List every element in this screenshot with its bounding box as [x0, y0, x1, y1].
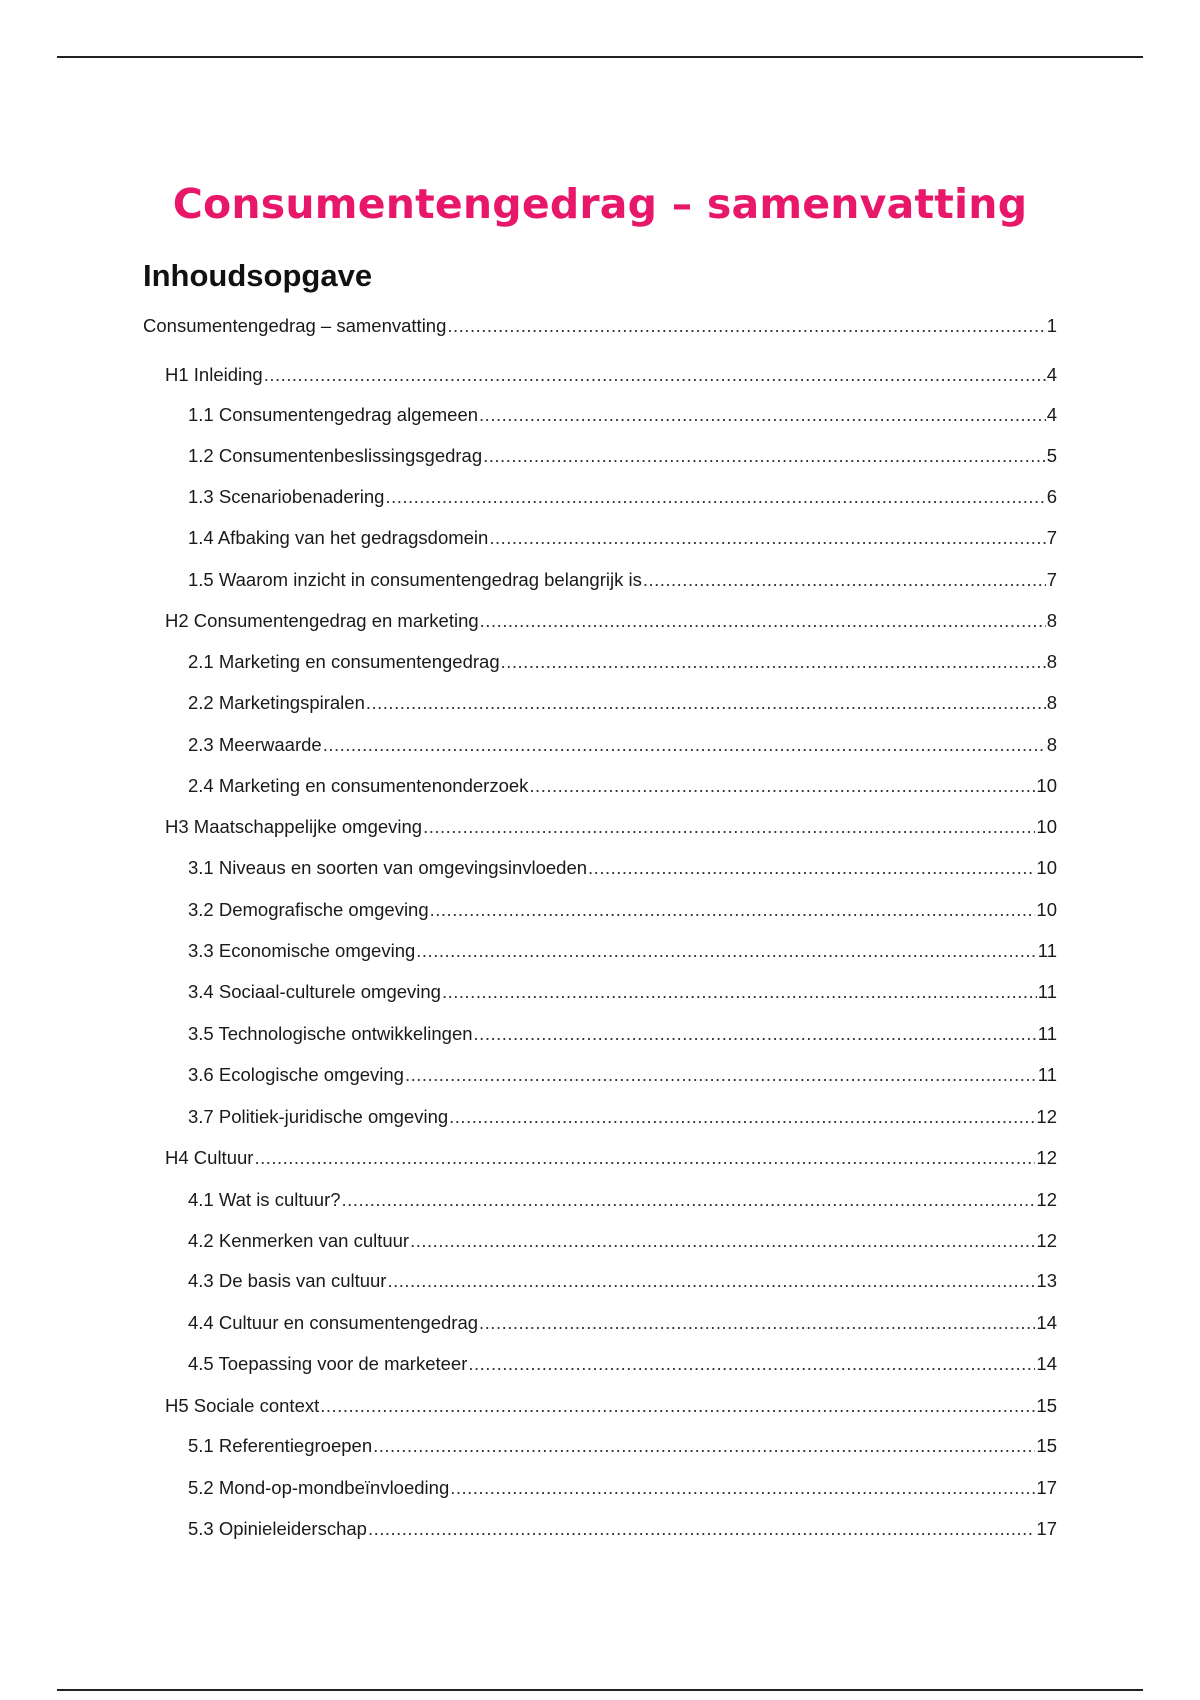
- toc-leader-dots: [366, 690, 1046, 716]
- toc-leader-dots: [342, 1187, 1036, 1213]
- toc-entry-label: 4.5 Toepassing voor de marketeer: [188, 1353, 468, 1374]
- toc-leader-dots: [430, 897, 1036, 923]
- toc-entry-page: 8: [1046, 651, 1057, 672]
- toc-entry-page: 4: [1046, 364, 1057, 385]
- toc-entry-label: 2.2 Marketingspiralen: [188, 692, 365, 713]
- toc-entry-label: 1.5 Waarom inzicht in consumentengedrag belangrijk is: [188, 569, 642, 590]
- toc-leader-dots: [479, 402, 1046, 428]
- toc-entry[interactable]: [188, 1187, 1057, 1213]
- toc-leader-dots: [373, 1433, 1035, 1459]
- toc-entry-label: 3.1 Niveaus en soorten van omgevingsinvloeden: [188, 857, 588, 878]
- toc-entry[interactable]: [188, 1433, 1057, 1459]
- toc-entry-page: 11: [1037, 981, 1057, 1002]
- toc-entry[interactable]: [188, 1351, 1057, 1377]
- toc-entry-page: 10: [1036, 775, 1057, 796]
- toc-entry[interactable]: [188, 1475, 1057, 1501]
- toc-entry-page: 14: [1036, 1312, 1057, 1333]
- toc-leader-dots: [479, 1310, 1035, 1336]
- toc-entry-label: 3.4 Sociaal-culturele omgeving: [188, 981, 441, 1002]
- toc-leader-dots: [449, 1104, 1035, 1130]
- toc-entry[interactable]: [188, 484, 1057, 510]
- toc-entry-page: 4: [1046, 404, 1057, 425]
- toc-entry-label: 1.4 Afbaking van het gedragsdomein: [188, 527, 489, 548]
- toc-entry[interactable]: [165, 814, 1057, 840]
- toc-entry-page: 12: [1036, 1106, 1057, 1127]
- toc-entry[interactable]: [165, 1145, 1057, 1171]
- toc-entry[interactable]: [188, 732, 1057, 758]
- toc-leader-dots: [405, 1062, 1037, 1088]
- toc-entry-page: 15: [1036, 1395, 1057, 1416]
- toc-entry-page: 1: [1046, 315, 1057, 336]
- toc-leader-dots: [468, 1351, 1035, 1377]
- toc-entry-page: 11: [1037, 1064, 1057, 1085]
- toc-leader-dots: [423, 814, 1035, 840]
- toc-entry-label: 5.2 Mond-op-mondbeïnvloeding: [188, 1477, 450, 1498]
- toc-leader-dots: [480, 608, 1046, 634]
- toc-entry-page: 14: [1036, 1353, 1057, 1374]
- footer-rule: [57, 1689, 1143, 1691]
- toc-leader-dots: [474, 1021, 1037, 1047]
- toc-leader-dots: [501, 649, 1046, 675]
- toc-entry[interactable]: [188, 567, 1057, 593]
- toc-entry-page: 11: [1037, 1023, 1057, 1044]
- toc-entry-label: 3.3 Economische omgeving: [188, 940, 416, 961]
- toc-entry-page: 7: [1046, 527, 1057, 548]
- toc-entry[interactable]: [188, 443, 1057, 469]
- toc-entry-label: 1.1 Consumentengedrag algemeen: [188, 404, 479, 425]
- toc-entry-label: 3.7 Politiek-juridische omgeving: [188, 1106, 449, 1127]
- toc-entry-label: 1.2 Consumentenbeslissingsgedrag: [188, 445, 483, 466]
- toc-entry-page: 5: [1046, 445, 1057, 466]
- toc-entry-page: 8: [1046, 692, 1057, 713]
- toc-entry-page: 8: [1046, 734, 1057, 755]
- toc-leader-dots: [264, 362, 1046, 388]
- document-title: Consumentengedrag – samenvatting: [172, 180, 1028, 228]
- toc-entry-page: 12: [1036, 1189, 1057, 1210]
- toc-leader-dots: [410, 1228, 1035, 1254]
- toc-entry-label: Consumentengedrag – samenvatting: [143, 315, 447, 336]
- toc-entry[interactable]: [188, 979, 1057, 1005]
- toc-leader-dots: [323, 732, 1046, 758]
- toc-entry[interactable]: [188, 402, 1057, 428]
- toc-entry-page: 11: [1037, 940, 1057, 961]
- toc-entry[interactable]: [143, 313, 1057, 339]
- toc-entry[interactable]: [188, 773, 1057, 799]
- toc-leader-dots: [643, 567, 1046, 593]
- toc-leader-dots: [416, 938, 1037, 964]
- toc-entry[interactable]: [188, 1516, 1057, 1542]
- toc-entry-label: 3.5 Technologische ontwikkelingen: [188, 1023, 473, 1044]
- toc-entry-label: 2.1 Marketing en consumentengedrag: [188, 651, 500, 672]
- toc-entry-label: H1 Inleiding: [165, 364, 263, 385]
- toc-entry-label: 3.2 Demografische omgeving: [188, 899, 429, 920]
- toc-leader-dots: [385, 484, 1045, 510]
- toc-leader-dots: [529, 773, 1035, 799]
- toc-leader-dots: [588, 855, 1035, 881]
- toc-entry[interactable]: [188, 938, 1057, 964]
- toc-entry[interactable]: [188, 690, 1057, 716]
- toc-entry[interactable]: [188, 525, 1057, 551]
- toc-leader-dots: [483, 443, 1046, 469]
- toc-leader-dots: [254, 1145, 1035, 1171]
- toc-entry-label: 5.1 Referentiegroepen: [188, 1435, 373, 1456]
- toc-entry-label: H2 Consumentengedrag en marketing: [165, 610, 479, 631]
- toc-entry-page: 10: [1036, 857, 1057, 878]
- toc-entry-label: 4.4 Cultuur en consumentengedrag: [188, 1312, 479, 1333]
- toc-entry-page: 13: [1036, 1270, 1057, 1291]
- toc-entry[interactable]: [188, 1104, 1057, 1130]
- toc-leader-dots: [489, 525, 1045, 551]
- toc-entry-label: 3.6 Ecologische omgeving: [188, 1064, 404, 1085]
- toc-entry[interactable]: [188, 649, 1057, 675]
- table-of-contents: [143, 0, 1057, 1700]
- toc-entry-label: 2.3 Meerwaarde: [188, 734, 322, 755]
- toc-entry-page: 17: [1036, 1477, 1057, 1498]
- toc-entry[interactable]: [188, 1021, 1057, 1047]
- toc-leader-dots: [368, 1516, 1035, 1542]
- toc-leader-dots: [450, 1475, 1035, 1501]
- toc-entry[interactable]: [188, 1062, 1057, 1088]
- toc-entry-page: 15: [1036, 1435, 1057, 1456]
- toc-entry[interactable]: [165, 1393, 1057, 1419]
- toc-entry[interactable]: [165, 362, 1057, 388]
- toc-leader-dots: [447, 313, 1045, 339]
- toc-leader-dots: [442, 979, 1037, 1005]
- toc-leader-dots: [387, 1268, 1035, 1294]
- toc-entry-page: 17: [1036, 1518, 1057, 1539]
- toc-entry-page: 12: [1036, 1147, 1057, 1168]
- toc-entry-label: H3 Maatschappelijke omgeving: [165, 816, 423, 837]
- toc-entry-page: 10: [1036, 899, 1057, 920]
- toc-entry-label: 4.3 De basis van cultuur: [188, 1270, 387, 1291]
- toc-entry-page: 8: [1046, 610, 1057, 631]
- toc-entry-label: 2.4 Marketing en consumentenonderzoek: [188, 775, 529, 796]
- toc-entry[interactable]: [188, 897, 1057, 923]
- toc-entry-label: H5 Sociale context: [165, 1395, 320, 1416]
- toc-entry-page: 10: [1036, 816, 1057, 837]
- toc-entry-page: 6: [1046, 486, 1057, 507]
- toc-entry[interactable]: [165, 608, 1057, 634]
- toc-entry-label: H4 Cultuur: [165, 1147, 254, 1168]
- toc-entry[interactable]: [188, 855, 1057, 881]
- toc-entry[interactable]: [188, 1228, 1057, 1254]
- toc-entry-label: 4.1 Wat is cultuur?: [188, 1189, 341, 1210]
- toc-entry-page: 12: [1036, 1230, 1057, 1251]
- toc-entry[interactable]: [188, 1310, 1057, 1336]
- toc-entry-label: 1.3 Scenariobenadering: [188, 486, 385, 507]
- toc-leader-dots: [320, 1393, 1035, 1419]
- toc-entry[interactable]: [188, 1268, 1057, 1294]
- toc-entry-label: 4.2 Kenmerken van cultuur: [188, 1230, 410, 1251]
- toc-entry-page: 7: [1046, 569, 1057, 590]
- toc-heading: Inhoudsopgave: [143, 258, 373, 293]
- toc-entry-label: 5.3 Opinieleiderschap: [188, 1518, 367, 1539]
